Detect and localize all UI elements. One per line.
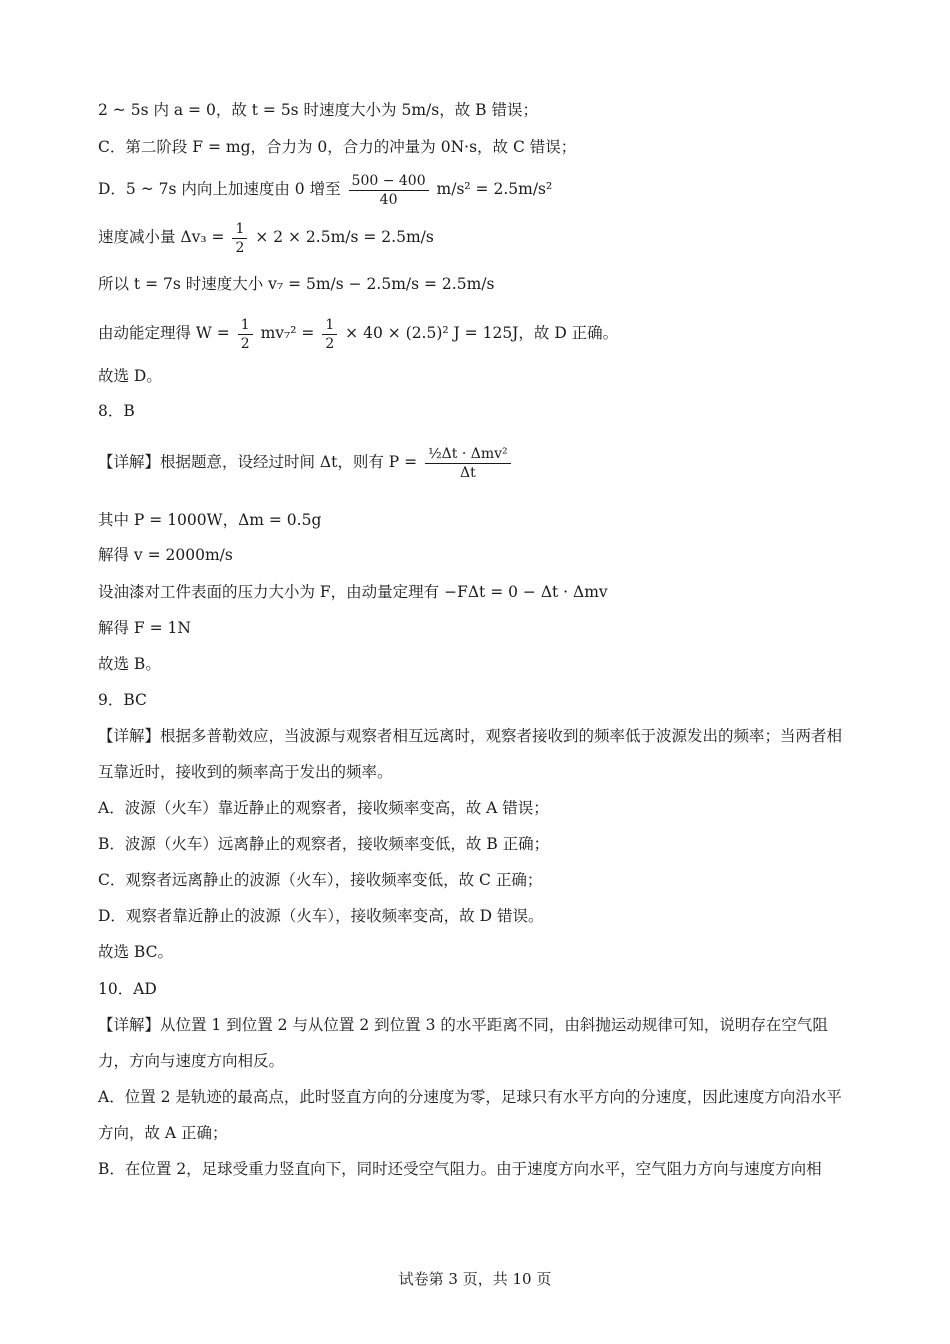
- fraction: [232, 220, 247, 257]
- text-line: 2 ~ 5s 内 a = 0，故 t = 5s 时速度大小为 5m/s，故 B 错误；: [98, 101, 538, 119]
- text-line-with-fraction: [98, 440, 514, 484]
- fraction-denominator: 40: [379, 191, 398, 208]
- fraction-denominator: 2: [325, 335, 335, 352]
- paragraph: A．位置 2 是轨迹的最高点，此时竖直方向的分速度为零，足球只有水平方向的分速度，因此速度方向沿水平方向，故 A 正确；: [98, 1088, 842, 1142]
- fraction-numerator: 1: [322, 316, 337, 335]
- fraction: [425, 445, 511, 482]
- fraction-denominator: Δt: [459, 464, 476, 481]
- text-segment: 速度减小量 Δv₃ =: [98, 228, 225, 246]
- text-line: 故选 B。: [98, 655, 161, 673]
- fraction: [349, 172, 429, 209]
- text-line: 其中 P = 1000W，Δm = 0.5g: [98, 511, 322, 529]
- text-line: A．波源（火车）靠近静止的观察者，接收频率变高，故 A 错误；: [98, 799, 549, 817]
- text-line: 故选 BC。: [98, 943, 173, 961]
- fraction-numerator: ½Δt · Δmv²: [425, 445, 511, 464]
- text-segment: × 40 × (2.5)² J = 125J，故 D 正确。: [345, 324, 619, 342]
- paragraph: 【详解】从位置 1 到位置 2 与从位置 2 到位置 3 的水平距离不同，由斜抛运动规律可知，说明存在空气阻力，方向与速度方向相反。: [98, 1016, 828, 1070]
- text-line: 解得 v = 2000m/s: [98, 546, 233, 564]
- text-line: 所以 t = 7s 时速度大小 v₇ = 5m/s − 2.5m/s = 2.5m/s: [98, 275, 495, 293]
- question-number: 9．BC: [98, 691, 147, 709]
- text-line: C．观察者远离静止的波源（火车），接收频率变低，故 C 正确；: [98, 871, 543, 889]
- fraction-denominator: 2: [235, 239, 245, 256]
- fraction-numerator: 500 − 400: [349, 172, 429, 191]
- text-line: 故选 D。: [98, 367, 162, 385]
- text-segment: mv₇² =: [260, 324, 315, 342]
- text-segment: m/s² = 2.5m/s²: [436, 180, 553, 198]
- text-line: D．观察者靠近静止的波源（火车），接收频率变高，故 D 错误。: [98, 907, 544, 925]
- fraction-denominator: 2: [240, 335, 250, 352]
- text-segment: D．5 ~ 7s 内向上加速度由 0 增至: [98, 180, 341, 198]
- text-line: 解得 F = 1N: [98, 619, 191, 637]
- text-segment: 【详解】根据题意，设经过时间 Δt，则有: [98, 453, 384, 471]
- question-number: 10．AD: [98, 980, 157, 998]
- text-segment: × 2 × 2.5m/s = 2.5m/s: [255, 228, 434, 246]
- text-segment: P =: [388, 453, 418, 471]
- fraction-numerator: 1: [238, 316, 253, 335]
- text-segment: 由动能定理得 W =: [98, 324, 230, 342]
- paragraph: 【详解】根据多普勒效应，当波源与观察者相互远离时，观察者接收到的频率低于波源发出的频率；当两者相互靠近时，接收到的频率高于发出的频率。: [98, 727, 843, 781]
- text-line: 设油漆对工件表面的压力大小为 F，由动量定理有 −FΔt = 0 − Δt · Δmv: [98, 583, 608, 601]
- fraction: [238, 316, 253, 353]
- fraction-numerator: 1: [232, 220, 247, 239]
- page-footer: 试卷第 3 页，共 10 页: [398, 1270, 552, 1288]
- text-line-with-fraction: [98, 314, 618, 353]
- text-line-with-fraction: [98, 170, 552, 209]
- fraction: [322, 316, 337, 353]
- text-line-with-fraction: [98, 218, 434, 257]
- question-number: 8．B: [98, 402, 135, 420]
- text-line: B．在位置 2，足球受重力竖直向下，同时还受空气阻力。由于速度方向水平，空气阻力方向与速度方向相: [98, 1160, 822, 1178]
- text-line: C．第二阶段 F = mg，合力为 0，合力的冲量为 0N·s，故 C 错误；: [98, 138, 577, 156]
- text-line: B．波源（火车）远离静止的观察者，接收频率变低，故 B 正确；: [98, 835, 550, 853]
